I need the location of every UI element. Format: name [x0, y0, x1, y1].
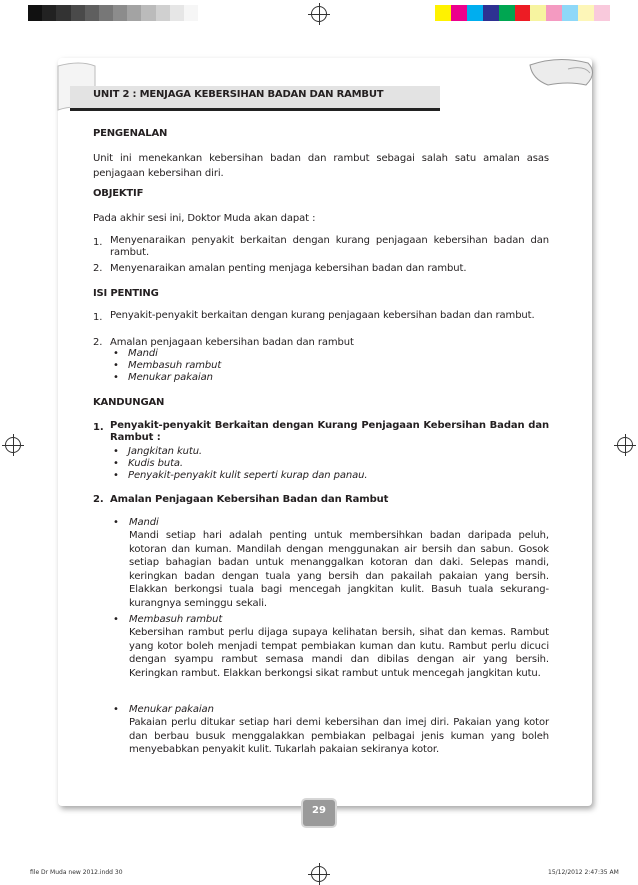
kandungan-s1-bullet-3-label: Penyakit-penyakit kulit seperti kurap dan panau. — [128, 470, 368, 481]
isi-item-1: Penyakit-penyakit berkaitan dengan kurang penjagaan kebersihan badan dan rambut. — [110, 310, 535, 321]
kandungan-section-2-title: Amalan Penjagaan Kebersihan Badan dan Rambut — [110, 494, 389, 505]
kandungan-section-2-num: 2. — [93, 494, 104, 505]
section-title: UNIT 2 : MENJAGA KEBERSIHAN BADAN DAN RAMBUT — [93, 89, 384, 100]
scroll-curl-right-icon — [528, 55, 600, 113]
isi-bullet-3: • Menukar pakaian — [113, 372, 213, 383]
isi-bullet-1-label: Mandi — [128, 348, 158, 359]
isi-bullet-2-label: Membasuh rambut — [128, 360, 222, 371]
isi-item-2: Amalan penjagaan kebersihan badan dan rambut — [110, 337, 354, 348]
kandungan-section-1-title: Penyakit-penyakit Berkaitan dengan Kurang Penjagaan Kebersihan Badan dan Rambut : — [110, 420, 549, 443]
menukar-bullet-icon: • — [113, 704, 119, 715]
color-bar — [435, 5, 610, 21]
pengenalan-text: Unit ini menekankan kebersihan badan dan rambut sebagai salah satu amalan asas penjagaan kebersihan diri. — [93, 153, 549, 179]
page-number: 29 — [312, 805, 326, 816]
mandi-bullet-icon: • — [113, 517, 119, 528]
membasuh-label: Membasuh rambut — [129, 614, 223, 625]
menukar-text: Pakaian perlu ditukar setiap hari demi kebersihan dan imej diri. Pakaian yang kotor dan berbau busuk menggalakkan pembiakan pelbagai jenis kuman yang boleh menyebabkan penyakit kulit. Tukarlah pakaian sekiranya kotor. — [129, 717, 549, 755]
kandungan-s1-bullet-3: • Penyakit-penyakit kulit seperti kurap dan panau. — [113, 470, 368, 481]
registration-mark-right-icon — [617, 437, 633, 453]
kandungan-s1-bullet-1-label: Jangkitan kutu. — [128, 446, 203, 457]
kandungan-s1-bullet-2-label: Kudis buta. — [128, 458, 184, 469]
objektif-item-2-num: 2. — [93, 263, 103, 274]
registration-mark-bottom-icon — [311, 866, 327, 882]
registration-mark-top-icon — [311, 6, 327, 22]
menukar-label: Menukar pakaian — [129, 704, 214, 715]
objektif-intro: Pada akhir sesi ini, Doktor Muda akan dapat : — [93, 213, 316, 224]
kandungan-section-1-num: 1. — [93, 422, 104, 433]
grayscale-bar — [28, 5, 198, 21]
objektif-item-2: Menyenaraikan amalan penting menjaga kebersihan badan dan rambut. — [110, 263, 467, 274]
kandungan-heading: KANDUNGAN — [93, 397, 165, 408]
registration-mark-left-icon — [5, 437, 21, 453]
pengenalan-heading: PENGENALAN — [93, 128, 168, 139]
kandungan-s1-bullet-1: • Jangkitan kutu. — [113, 446, 203, 457]
mandi-text: Mandi setiap hari adalah penting untuk membersihkan badan daripada peluh, kotoran dan kuman. Mandilah dengan menggunakan air bersih dan sabun. Gosok setiap bahagian badan untuk menanggalkan kotoran dan daki. Selepas mandi, keringkan badan dengan tuala yang bersih dan pakailah pakaian yang bersih. Elakkan berkongsi tuala bagi mencegah jangkitan kulit. Basuh tuala sekurang-kurangnya seminggu sekali. — [129, 530, 549, 609]
mandi-label: Mandi — [129, 517, 159, 528]
footer-file: file Dr Muda new 2012.indd 30 — [30, 869, 123, 876]
membasuh-text: Kebersihan rambut perlu dijaga supaya kelihatan bersih, sihat dan kemas. Rambut yang kotor boleh menjadi tempat pembiakan kuman dan kutu. Rambut perlu dicuci dengan syampu rambut semasa mandi dan dibilas dengan air yang bersih. Keringkan rambut. Elakkan berkongsi sikat rambut untuk mencegah jangkitan kutu. — [129, 627, 549, 679]
membasuh-bullet-icon: • — [113, 614, 119, 625]
isi-bullet-3-label: Menukar pakaian — [128, 372, 213, 383]
footer-date: 15/12/2012 2:47:35 AM — [548, 869, 619, 876]
objektif-item-1-num: 1. — [93, 237, 103, 248]
isi-bullet-2: • Membasuh rambut — [113, 360, 222, 371]
isi-item-1-num: 1. — [93, 312, 103, 323]
isi-item-2-num: 2. — [93, 337, 103, 348]
kandungan-s1-bullet-2: • Kudis buta. — [113, 458, 184, 469]
isi-penting-heading: ISI PENTING — [93, 288, 159, 299]
page-number-badge — [303, 800, 335, 826]
objektif-item-1: Menyenaraikan penyakit berkaitan dengan kurang penjagaan kebersihan badan dan rambut. — [110, 235, 549, 258]
objektif-heading: OBJEKTIF — [93, 188, 144, 199]
isi-bullet-1: • Mandi — [113, 348, 158, 359]
